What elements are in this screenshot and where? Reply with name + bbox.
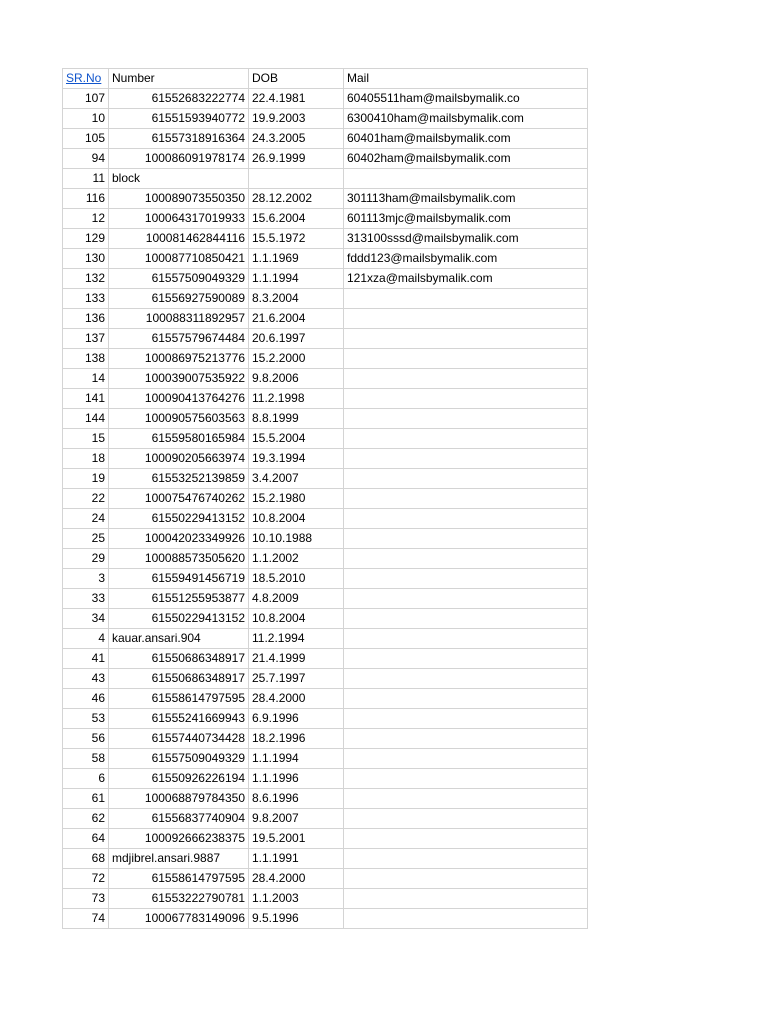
cell-dob[interactable]: 15.2.2000 [249,349,344,369]
table-row [63,569,588,589]
cell-sr-no[interactable]: 14 [63,369,109,389]
cell-sr-no[interactable]: 18 [63,449,109,469]
cell-mail[interactable] [344,629,588,649]
cell-sr-no[interactable]: 46 [63,689,109,709]
cell-dob[interactable]: 18.2.1996 [249,729,344,749]
cell-number[interactable]: 100081462844116 [109,229,249,249]
cell-mail[interactable] [344,609,588,629]
table-row [63,309,588,329]
table-row [63,289,588,309]
cell-mail[interactable] [344,289,588,309]
cell-sr-no[interactable]: 74 [63,909,109,929]
cell-dob[interactable]: 11.2.1994 [249,629,344,649]
cell-dob[interactable]: 1.1.1996 [249,769,344,789]
cell-mail[interactable] [344,309,588,329]
cell-number[interactable]: 100064317019933 [109,209,249,229]
header-row [63,69,588,89]
cell-dob[interactable]: 8.6.1996 [249,789,344,809]
cell-mail[interactable] [344,589,588,609]
cell-mail[interactable] [344,549,588,569]
table-row [63,729,588,749]
cell-mail[interactable]: 601113mjc@mailsbymalik.com [344,209,588,229]
cell-sr-no[interactable]: 68 [63,849,109,869]
cell-mail[interactable] [344,909,588,929]
cell-dob[interactable]: 1.1.1991 [249,849,344,869]
cell-sr-no[interactable]: 56 [63,729,109,749]
cell-dob[interactable]: 9.8.2006 [249,369,344,389]
cell-number[interactable]: 100090575603563 [109,409,249,429]
cell-number[interactable]: kauar.ansari.904 [109,629,249,649]
cell-mail[interactable] [344,849,588,869]
cell-number[interactable]: 100088573505620 [109,549,249,569]
table-row [63,549,588,569]
cell-sr-no[interactable]: 105 [63,129,109,149]
cell-dob[interactable]: 20.6.1997 [249,329,344,349]
cell-mail[interactable]: 313100sssd@mailsbymalik.com [344,229,588,249]
table-row [63,609,588,629]
cell-dob[interactable]: 19.5.2001 [249,829,344,849]
cell-mail[interactable] [344,409,588,429]
cell-number[interactable]: 61553252139859 [109,469,249,489]
cell-mail[interactable]: 60402ham@mailsbymalik.com [344,149,588,169]
cell-sr-no[interactable]: 116 [63,189,109,209]
cell-dob[interactable] [249,169,344,189]
cell-dob[interactable]: 1.1.1969 [249,249,344,269]
cell-sr-no[interactable]: 58 [63,749,109,769]
table-row [63,329,588,349]
cell-number[interactable]: 61553222790781 [109,889,249,909]
table-row [63,709,588,729]
cell-dob[interactable]: 1.1.1994 [249,269,344,289]
table-row [63,209,588,229]
cell-number[interactable]: 61559491456719 [109,569,249,589]
cell-mail[interactable]: fddd123@mailsbymalik.com [344,249,588,269]
cell-sr-no[interactable]: 33 [63,589,109,609]
cell-number[interactable]: 61551255953877 [109,589,249,609]
cell-dob[interactable]: 15.6.2004 [249,209,344,229]
cell-mail[interactable]: 301113ham@mailsbymalik.com [344,189,588,209]
cell-dob[interactable]: 10.10.1988 [249,529,344,549]
cell-dob[interactable]: 25.7.1997 [249,669,344,689]
cell-sr-no[interactable]: 43 [63,669,109,689]
cell-mail[interactable] [344,809,588,829]
cell-mail[interactable] [344,329,588,349]
cell-sr-no[interactable]: 136 [63,309,109,329]
cell-mail[interactable] [344,429,588,449]
table-row [63,889,588,909]
table-row [63,589,588,609]
cell-mail[interactable] [344,889,588,909]
cell-dob[interactable]: 28.4.2000 [249,689,344,709]
cell-number[interactable]: 100039007535922 [109,369,249,389]
cell-number[interactable]: 100090205663974 [109,449,249,469]
cell-sr-no[interactable]: 22 [63,489,109,509]
cell-sr-no[interactable]: 19 [63,469,109,489]
cell-number[interactable]: 61556927590089 [109,289,249,309]
cell-dob[interactable]: 21.6.2004 [249,309,344,329]
cell-mail[interactable] [344,369,588,389]
cell-sr-no[interactable]: 94 [63,149,109,169]
cell-dob[interactable]: 1.1.2003 [249,889,344,909]
cell-mail[interactable] [344,449,588,469]
cell-number[interactable]: 61552683222774 [109,89,249,109]
cell-mail[interactable] [344,529,588,549]
cell-dob[interactable]: 9.8.2007 [249,809,344,829]
cell-mail[interactable] [344,869,588,889]
cell-number[interactable]: 100075476740262 [109,489,249,509]
cell-mail[interactable] [344,689,588,709]
table-row [63,649,588,669]
cell-number[interactable]: 61557509049329 [109,269,249,289]
cell-sr-no[interactable]: 29 [63,549,109,569]
cell-dob[interactable]: 1.1.1994 [249,749,344,769]
cell-number[interactable]: 100088311892957 [109,309,249,329]
cell-mail[interactable] [344,789,588,809]
cell-number[interactable]: 100086091978174 [109,149,249,169]
cell-mail[interactable] [344,569,588,589]
sr-no-link[interactable]: SR.No [66,71,102,85]
cell-dob[interactable]: 6.9.1996 [249,709,344,729]
cell-number[interactable]: 61550686348917 [109,649,249,669]
table-row [63,489,588,509]
cell-mail[interactable]: 6300410ham@mailsbymalik.com [344,109,588,129]
cell-sr-no[interactable]: 62 [63,809,109,829]
cell-dob[interactable]: 28.4.2000 [249,869,344,889]
table-row [63,849,588,869]
cell-dob[interactable]: 1.1.2002 [249,549,344,569]
cell-mail[interactable] [344,389,588,409]
cell-number[interactable]: 100068879784350 [109,789,249,809]
table-row [63,429,588,449]
cell-sr-no[interactable]: 144 [63,409,109,429]
cell-number[interactable]: 100067783149096 [109,909,249,929]
cell-mail[interactable] [344,829,588,849]
table-row [63,469,588,489]
cell-sr-no[interactable]: 132 [63,269,109,289]
cell-dob[interactable]: 10.8.2004 [249,509,344,529]
table-row [63,409,588,429]
cell-sr-no[interactable]: 64 [63,829,109,849]
cell-dob[interactable]: 4.8.2009 [249,589,344,609]
cell-number[interactable]: 100089073550350 [109,189,249,209]
cell-dob[interactable]: 15.5.1972 [249,229,344,249]
cell-dob[interactable]: 28.12.2002 [249,189,344,209]
cell-sr-no[interactable]: 41 [63,649,109,669]
cell-mail[interactable] [344,649,588,669]
cell-mail[interactable] [344,769,588,789]
cell-mail[interactable] [344,669,588,689]
table-row [63,129,588,149]
cell-dob[interactable]: 18.5.2010 [249,569,344,589]
cell-sr-no[interactable]: 138 [63,349,109,369]
cell-mail[interactable] [344,709,588,729]
table-row [63,529,588,549]
cell-number[interactable]: 61551593940772 [109,109,249,129]
cell-mail[interactable] [344,469,588,489]
cell-mail[interactable]: 121xza@mailsbymalik.com [344,269,588,289]
cell-mail[interactable] [344,169,588,189]
cell-sr-no[interactable]: 6 [63,769,109,789]
cell-dob[interactable]: 24.3.2005 [249,129,344,149]
cell-sr-no[interactable]: 3 [63,569,109,589]
cell-sr-no[interactable]: 137 [63,329,109,349]
cell-number[interactable]: 61558614797595 [109,869,249,889]
cell-number[interactable]: 61550229413152 [109,609,249,629]
cell-dob[interactable]: 22.4.1981 [249,89,344,109]
cell-dob[interactable]: 3.4.2007 [249,469,344,489]
cell-sr-no[interactable]: 73 [63,889,109,909]
table-row [63,229,588,249]
cell-dob[interactable]: 19.9.2003 [249,109,344,129]
cell-sr-no[interactable]: 10 [63,109,109,129]
cell-dob[interactable]: 9.5.1996 [249,909,344,929]
cell-number[interactable]: 61556837740904 [109,809,249,829]
cell-sr-no[interactable]: 15 [63,429,109,449]
table-row [63,169,588,189]
cell-sr-no[interactable]: 11 [63,169,109,189]
cell-sr-no[interactable]: 141 [63,389,109,409]
cell-number[interactable]: 100086975213776 [109,349,249,369]
table-row [63,669,588,689]
spreadsheet-table [62,68,588,929]
cell-dob[interactable]: 15.5.2004 [249,429,344,449]
cell-sr-no[interactable]: 130 [63,249,109,269]
cell-mail[interactable]: 60405511ham@mailsbymalik.co [344,89,588,109]
cell-number[interactable]: mdjibrel.ansari.9887 [109,849,249,869]
cell-number[interactable]: 61558614797595 [109,689,249,709]
cell-sr-no[interactable]: 61 [63,789,109,809]
cell-sr-no[interactable]: 25 [63,529,109,549]
cell-number[interactable]: block [109,169,249,189]
table-row [63,369,588,389]
cell-number[interactable]: 61557318916364 [109,129,249,149]
cell-dob[interactable]: 19.3.1994 [249,449,344,469]
cell-number[interactable]: 61559580165984 [109,429,249,449]
cell-number[interactable]: 100092666238375 [109,829,249,849]
table-row [63,689,588,709]
cell-mail[interactable] [344,749,588,769]
table-row [63,189,588,209]
cell-number[interactable]: 100087710850421 [109,249,249,269]
cell-dob[interactable]: 26.9.1999 [249,149,344,169]
header-dob: DOB [249,69,344,89]
cell-sr-no[interactable]: 53 [63,709,109,729]
table-row [63,629,588,649]
cell-sr-no[interactable]: 72 [63,869,109,889]
cell-sr-no[interactable]: 24 [63,509,109,529]
table-row [63,809,588,829]
cell-number[interactable]: 61550926226194 [109,769,249,789]
cell-mail[interactable] [344,509,588,529]
table-row [63,869,588,889]
table-row [63,249,588,269]
header-sr-no[interactable] [63,69,109,89]
table-row [63,449,588,469]
header-mail: Mail [344,69,588,89]
table-row [63,109,588,129]
cell-sr-no[interactable]: 4 [63,629,109,649]
cell-sr-no[interactable]: 12 [63,209,109,229]
cell-number[interactable]: 61550229413152 [109,509,249,529]
table-row [63,509,588,529]
cell-sr-no[interactable]: 34 [63,609,109,629]
cell-number[interactable]: 61557579674484 [109,329,249,349]
table-row [63,749,588,769]
cell-dob[interactable]: 11.2.1998 [249,389,344,409]
cell-number[interactable]: 100090413764276 [109,389,249,409]
cell-number[interactable]: 61550686348917 [109,669,249,689]
table-row [63,909,588,929]
table-row [63,269,588,289]
cell-mail[interactable] [344,349,588,369]
table-row [63,769,588,789]
cell-number[interactable]: 61555241669943 [109,709,249,729]
cell-dob[interactable]: 10.8.2004 [249,609,344,629]
table-row [63,149,588,169]
table-row [63,89,588,109]
cell-dob[interactable]: 8.8.1999 [249,409,344,429]
cell-number[interactable]: 100042023349926 [109,529,249,549]
table-row [63,789,588,809]
cell-mail[interactable] [344,489,588,509]
cell-dob[interactable]: 21.4.1999 [249,649,344,669]
table-body [63,89,588,929]
cell-sr-no[interactable]: 133 [63,289,109,309]
cell-mail[interactable]: 60401ham@mailsbymalik.com [344,129,588,149]
table-row [63,829,588,849]
table-row [63,349,588,369]
table-row [63,389,588,409]
cell-dob[interactable]: 8.3.2004 [249,289,344,309]
cell-sr-no[interactable]: 107 [63,89,109,109]
header-number: Number [109,69,249,89]
cell-number[interactable]: 61557440734428 [109,729,249,749]
cell-number[interactable]: 61557509049329 [109,749,249,769]
cell-dob[interactable]: 15.2.1980 [249,489,344,509]
cell-mail[interactable] [344,729,588,749]
cell-sr-no[interactable]: 129 [63,229,109,249]
